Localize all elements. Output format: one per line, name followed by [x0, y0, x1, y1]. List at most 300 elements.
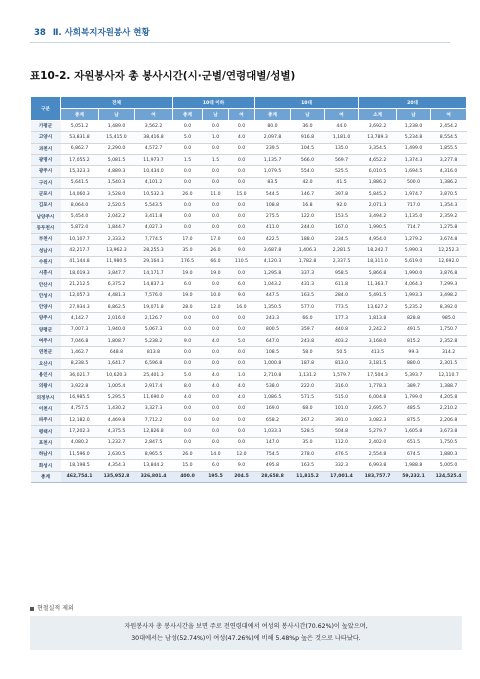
table-cell: 1,135.0	[397, 211, 431, 222]
table-cell: 6,375.2	[99, 279, 135, 290]
table-cell: 2,554.8	[359, 449, 397, 460]
table-cell: 5,491.5	[359, 290, 397, 301]
table-cell: 8,965.5	[135, 449, 173, 460]
table-cell: 28.0	[173, 302, 203, 313]
table-cell: 7,007.3	[61, 324, 99, 335]
table-cell: 0.0	[173, 143, 203, 154]
table-cell: 4,142.7	[61, 313, 99, 324]
table-cell: 717.0	[397, 200, 431, 211]
table-row	[31, 449, 467, 460]
table-cell: 3,411.8	[135, 211, 173, 222]
row-label: 안양시	[31, 302, 61, 313]
table-cell: 773.5	[325, 302, 359, 313]
table-cell: 58.0	[291, 347, 325, 358]
table-cell: 800.5	[255, 324, 291, 335]
table-cell: 8,238.5	[61, 358, 99, 369]
sub-header-cell: 여	[325, 109, 359, 121]
table-cell: 11,980.5	[99, 256, 135, 267]
table-cell: 4,120.3	[255, 256, 291, 267]
table-cell: 28,255.3	[135, 245, 173, 256]
sub-header-cell: 남	[99, 109, 135, 121]
table-cell: 3,354.5	[359, 143, 397, 154]
table-cell: 3,528.0	[99, 188, 135, 199]
table-cell: 403.2	[325, 335, 359, 346]
row-label: 오산시	[31, 358, 61, 369]
table-cell: 0.0	[203, 437, 229, 448]
sub-header-cell: 총계	[61, 109, 99, 121]
table-cell: 0.0	[229, 177, 255, 188]
table-cell: 1.5	[203, 154, 229, 165]
table-cell: 4.0	[203, 369, 229, 380]
table-cell: 6,010.5	[359, 166, 397, 177]
table-cell: 8,064.0	[61, 200, 99, 211]
table-cell: 2,042.2	[99, 211, 135, 222]
table-cell: 3,692.2	[359, 121, 397, 132]
table-row	[31, 177, 467, 188]
table-cell: 25,401.3	[135, 369, 173, 380]
group-header: 20대	[359, 97, 467, 109]
table-cell: 538.0	[255, 381, 291, 392]
page-header	[34, 26, 150, 38]
table-cell: 525.5	[325, 166, 359, 177]
table-cell: 504.8	[325, 426, 359, 437]
header-divider	[30, 42, 450, 43]
row-label: 용인시	[31, 369, 61, 380]
table-row	[31, 335, 467, 346]
row-label: 화성시	[31, 460, 61, 471]
row-label: 김포시	[31, 200, 61, 211]
table-row	[31, 268, 467, 279]
table-cell: 397.8	[325, 188, 359, 199]
table-cell: 0.0	[229, 121, 255, 132]
table-cell: 35.0	[291, 437, 325, 448]
table-cell: 4.0	[173, 392, 203, 403]
table-cell: 8,392.0	[431, 302, 467, 313]
table-cell: 7,299.3	[431, 279, 467, 290]
table-row	[31, 211, 467, 222]
table-cell: 153.5	[325, 211, 359, 222]
table-cell: 571.5	[291, 392, 325, 403]
table-row	[31, 132, 467, 143]
table-cell: 658.2	[255, 415, 291, 426]
footnote-text: 현철실적 제외	[37, 605, 74, 612]
table-cell: 326,801.4	[135, 471, 173, 482]
table-cell: 195.5	[203, 471, 229, 482]
table-row	[31, 222, 467, 233]
table-cell: 4,652.2	[359, 154, 397, 165]
table-cell: 5,235.2	[397, 302, 431, 313]
table-cell: 0.0	[173, 324, 203, 335]
page-number: 38	[34, 28, 46, 38]
table-cell: 4,205.8	[431, 392, 467, 403]
table-cell: 167.0	[325, 222, 359, 233]
table-cell: 267.2	[291, 415, 325, 426]
row-label: 의왕시	[31, 381, 61, 392]
table-cell: 18,311.0	[359, 256, 397, 267]
table-cell: 15.0	[173, 460, 203, 471]
table-cell: 1,641.7	[99, 358, 135, 369]
table-cell: 6.0	[173, 279, 203, 290]
table-row	[31, 245, 467, 256]
table-cell: 7,046.8	[61, 335, 99, 346]
table-cell: 440.8	[325, 324, 359, 335]
table-cell: 1,540.3	[99, 177, 135, 188]
table-cell: 0.0	[173, 200, 203, 211]
table-row	[31, 188, 467, 199]
table-cell: 222.0	[291, 381, 325, 392]
summary-box	[30, 616, 462, 650]
table-cell: 3,876.8	[431, 268, 467, 279]
table-row	[31, 426, 467, 437]
table-cell: 122.0	[291, 211, 325, 222]
table-row	[31, 392, 467, 403]
table-cell: 6,596.8	[135, 358, 173, 369]
table-cell: 0.0	[203, 166, 229, 177]
table-cell: 1,799.0	[397, 392, 431, 403]
table-cell: 16.8	[291, 200, 325, 211]
table-cell: 359.7	[291, 324, 325, 335]
table-cell: 0.0	[173, 437, 203, 448]
table-cell: 0.0	[229, 426, 255, 437]
table-cell: 35.0	[173, 245, 203, 256]
data-table-container	[30, 96, 462, 483]
table-cell: 3,277.8	[431, 154, 467, 165]
table-cell: 19,071.8	[135, 302, 173, 313]
table-cell: 104.5	[291, 143, 325, 154]
volunteer-hours-table	[30, 96, 467, 483]
table-cell: 9.0	[173, 335, 203, 346]
table-cell: 5.0	[173, 369, 203, 380]
table-cell: 1,275.8	[431, 222, 467, 233]
row-label: 성남시	[31, 245, 61, 256]
table-cell: 1,295.8	[255, 268, 291, 279]
sub-header-cell: 여	[135, 109, 173, 121]
table-cell: 4.0	[203, 381, 229, 392]
table-cell: 38,416.8	[135, 132, 173, 143]
table-cell: 0.0	[203, 426, 229, 437]
table-cell: 500.0	[397, 177, 431, 188]
table-cell: 11,973.7	[135, 154, 173, 165]
table-cell: 13,627.2	[359, 302, 397, 313]
table-cell: 0.0	[173, 166, 203, 177]
table-cell: 916.8	[291, 132, 325, 143]
table-cell: 4.0	[229, 132, 255, 143]
table-cell: 0.0	[229, 437, 255, 448]
table-cell: 53,831.8	[61, 132, 99, 143]
table-cell: 41,144.8	[61, 256, 99, 267]
row-label: 양주시	[31, 313, 61, 324]
table-cell: 554.0	[291, 166, 325, 177]
table-cell: 5,641.5	[61, 177, 99, 188]
table-cell: 1,386.2	[431, 177, 467, 188]
table-cell: 544.5	[255, 188, 291, 199]
table-cell: 5,067.3	[135, 324, 173, 335]
table-row	[31, 403, 467, 414]
table-cell: 5,990.3	[397, 245, 431, 256]
table-cell: 1,374.3	[397, 154, 431, 165]
table-cell: 2,337.5	[325, 256, 359, 267]
table-cell: 169.0	[255, 403, 291, 414]
table-cell: 2,281.5	[325, 245, 359, 256]
table-cell: 0.0	[203, 177, 229, 188]
row-label: 총계	[31, 471, 61, 482]
table-cell: 1,279.2	[397, 234, 431, 245]
table-cell: 17,001.4	[325, 471, 359, 482]
sub-header-cell: 남	[397, 109, 431, 121]
table-cell: 0.0	[203, 222, 229, 233]
table-cell: 0.0	[203, 313, 229, 324]
table-cell: 42,217.7	[61, 245, 99, 256]
row-label: 평택시	[31, 426, 61, 437]
table-cell: 2,333.2	[99, 234, 135, 245]
table-cell: 5,051.2	[61, 121, 99, 132]
row-label: 양평군	[31, 324, 61, 335]
table-cell: 495.8	[255, 460, 291, 471]
table-cell: 828.8	[397, 313, 431, 324]
table-cell: 8,554.5	[431, 132, 467, 143]
table-cell: 1,086.5	[255, 392, 291, 403]
table-cell: 413.5	[359, 347, 397, 358]
row-label: 군포시	[31, 188, 61, 199]
table-cell: 569.7	[325, 154, 359, 165]
table-cell: 2,290.0	[99, 143, 135, 154]
table-cell: 12,182.0	[61, 415, 99, 426]
table-cell: 12,252.3	[431, 245, 467, 256]
table-cell: 5,866.8	[359, 268, 397, 279]
table-cell: 163.5	[291, 460, 325, 471]
table-cell: 1,499.0	[397, 143, 431, 154]
sub-header-cell: 남	[291, 109, 325, 121]
table-cell: 3,847.7	[99, 268, 135, 279]
table-cell: 3,082.3	[359, 415, 397, 426]
table-cell: 491.5	[397, 324, 431, 335]
table-cell: 10,620.3	[99, 369, 135, 380]
table-cell: 11,815.2	[291, 471, 325, 482]
sub-header-cell: 소계	[359, 109, 397, 121]
table-cell: 332.3	[325, 460, 359, 471]
table-cell: 12,057.3	[61, 290, 99, 301]
table-cell: 1,750.5	[431, 437, 467, 448]
table-cell: 14,171.7	[135, 268, 173, 279]
row-label: 구리시	[31, 177, 61, 188]
table-row	[31, 381, 467, 392]
table-cell: 5.0	[229, 335, 255, 346]
table-cell: 0.0	[229, 324, 255, 335]
table-cell: 0.0	[229, 347, 255, 358]
row-label: 연천군	[31, 347, 61, 358]
table-cell: 1,844.7	[99, 222, 135, 233]
table-cell: 36,021.7	[61, 369, 99, 380]
table-cell: 754.5	[255, 449, 291, 460]
table-cell: 0.0	[229, 358, 255, 369]
table-cell: 6.0	[203, 460, 229, 471]
table-cell: 0.0	[173, 347, 203, 358]
table-cell: 6,862.7	[61, 143, 99, 154]
table-cell: 0.0	[203, 211, 229, 222]
table-cell: 5,454.0	[61, 211, 99, 222]
table-cell: 5,238.2	[135, 335, 173, 346]
table-row	[31, 154, 467, 165]
sub-header-cell: 총계	[255, 109, 291, 121]
table-cell: 10,434.0	[135, 166, 173, 177]
table-cell: 1,880.3	[431, 449, 467, 460]
table-cell: 0.0	[203, 279, 229, 290]
table-cell: 0.0	[203, 358, 229, 369]
table-cell: 813.8	[135, 347, 173, 358]
table-cell: 476.5	[325, 449, 359, 460]
table-cell: 0.0	[173, 403, 203, 414]
table-cell: 26.0	[203, 245, 229, 256]
table-cell: 2,301.5	[431, 358, 467, 369]
table-cell: 1,988.8	[397, 460, 431, 471]
table-cell: 1,694.5	[397, 166, 431, 177]
table-cell: 1.5	[173, 154, 203, 165]
table-cell: 0.0	[229, 415, 255, 426]
table-cell: 10,107.7	[61, 234, 99, 245]
table-cell: 176.5	[173, 256, 203, 267]
table-cell: 6.0	[229, 279, 255, 290]
table-cell: 1,605.8	[397, 426, 431, 437]
table-cell: 83.5	[255, 177, 291, 188]
table-cell: 1,406.3	[291, 245, 325, 256]
table-cell: 0.0	[229, 268, 255, 279]
row-label: 동두천시	[31, 222, 61, 233]
table-cell: 50.5	[325, 347, 359, 358]
row-label: 파주시	[31, 415, 61, 426]
table-cell: 0.0	[203, 403, 229, 414]
table-cell: 1,855.5	[431, 143, 467, 154]
table-cell: 28,658.8	[255, 471, 291, 482]
table-cell: 4,572.7	[135, 143, 173, 154]
table-body	[31, 121, 467, 483]
table-cell: 566.0	[291, 154, 325, 165]
table-cell: 18,019.3	[61, 268, 99, 279]
table-row	[31, 234, 467, 245]
table-cell: 2,454.2	[431, 121, 467, 132]
table-cell: 411.0	[255, 222, 291, 233]
table-row	[31, 290, 467, 301]
table-cell: 431.3	[291, 279, 325, 290]
table-cell: 1,005.4	[99, 381, 135, 392]
table-row	[31, 415, 467, 426]
table-row	[31, 369, 467, 380]
table-cell: 108.8	[255, 200, 291, 211]
table-cell: 4.0	[203, 335, 229, 346]
table-cell: 0.0	[173, 358, 203, 369]
table-cell: 204.5	[229, 471, 255, 482]
table-cell: 244.0	[291, 222, 325, 233]
table-cell: 1,354.3	[431, 200, 467, 211]
row-label: 이천시	[31, 403, 61, 414]
table-cell: 4,354.3	[99, 460, 135, 471]
table-cell: 2,071.3	[359, 200, 397, 211]
table-cell: 9.0	[229, 290, 255, 301]
table-cell: 13,844.2	[135, 460, 173, 471]
table-cell: 5,081.5	[99, 154, 135, 165]
table-cell: 5,619.0	[397, 256, 431, 267]
table-row	[31, 302, 467, 313]
table-cell: 11,596.0	[61, 449, 99, 460]
summary-line: 자원봉사자 총 봉사시간을 보면 주로 전연령대에서 여성의 봉사시간(70.62%)이 높았으며,	[124, 623, 368, 630]
table-cell: 1,238.0	[397, 121, 431, 132]
table-cell: 36.0	[291, 121, 325, 132]
table-cell: 3,674.8	[431, 234, 467, 245]
table-cell: 183,757.7	[359, 471, 397, 482]
row-label: 안성시	[31, 290, 61, 301]
table-cell: 1,232.7	[99, 437, 135, 448]
table-cell: 2,097.8	[255, 132, 291, 143]
table-cell: 4.0	[229, 381, 255, 392]
group-header: 전체	[61, 97, 173, 109]
table-cell: 10.0	[203, 290, 229, 301]
table-cell: 389.7	[397, 381, 431, 392]
table-cell: 0.0	[173, 426, 203, 437]
table-cell: 14,060.3	[61, 188, 99, 199]
table-cell: 12,692.0	[431, 256, 467, 267]
bullet-square-icon	[30, 607, 34, 611]
table-cell: 5,279.7	[359, 426, 397, 437]
table-cell: 17.0	[203, 234, 229, 245]
table-cell: 19.0	[173, 268, 203, 279]
table-cell: 13,789.3	[359, 132, 397, 143]
table-cell: 19.0	[173, 290, 203, 301]
table-cell: 1.0	[203, 132, 229, 143]
table-cell: 1,813.8	[359, 313, 397, 324]
table-cell: 0.0	[203, 347, 229, 358]
table-cell: 3,498.2	[431, 290, 467, 301]
table-cell: 0.0	[173, 222, 203, 233]
table-cell: 815.2	[397, 335, 431, 346]
table-cell: 13,962.3	[99, 245, 135, 256]
table-cell: 3,673.8	[431, 426, 467, 437]
sub-header-cell: 여	[229, 109, 255, 121]
table-cell: 12,110.7	[431, 369, 467, 380]
table-cell: 4,027.3	[135, 222, 173, 233]
table-cell: 1,135.7	[255, 154, 291, 165]
table-cell: 4,481.3	[99, 290, 135, 301]
table-cell: 26.0	[173, 449, 203, 460]
table-cell: 1,886.2	[359, 177, 397, 188]
table-cell: 813.0	[325, 358, 359, 369]
table-cell: 1,000.8	[255, 358, 291, 369]
table-cell: 12.0	[229, 449, 255, 460]
table-cell: 4,101.2	[135, 177, 173, 188]
table-cell: 0.0	[173, 121, 203, 132]
row-label: 시흥시	[31, 268, 61, 279]
table-cell: 11,363.7	[359, 279, 397, 290]
table-cell: 19.0	[203, 268, 229, 279]
table-cell: 1,181.0	[325, 132, 359, 143]
row-label: 과천시	[31, 143, 61, 154]
table-cell: 15,415.0	[99, 132, 135, 143]
table-cell: 11,690.0	[135, 392, 173, 403]
table-cell: 4,469.8	[99, 415, 135, 426]
table-cell: 59,232.1	[397, 471, 431, 482]
table-cell: 1,430.2	[99, 403, 135, 414]
table-cell: 17,202.3	[61, 426, 99, 437]
table-cell: 1,462.7	[61, 347, 99, 358]
row-label: 광주시	[31, 166, 61, 177]
table-cell: 316.0	[325, 381, 359, 392]
table-cell: 3,327.3	[135, 403, 173, 414]
table-cell: 3,168.0	[359, 335, 397, 346]
table-cell: 234.5	[325, 234, 359, 245]
table-row	[31, 256, 467, 267]
table-cell: 651.5	[397, 437, 431, 448]
table-cell: 0.0	[229, 222, 255, 233]
table-cell: 0.0	[229, 234, 255, 245]
table-cell: 1,808.7	[99, 335, 135, 346]
